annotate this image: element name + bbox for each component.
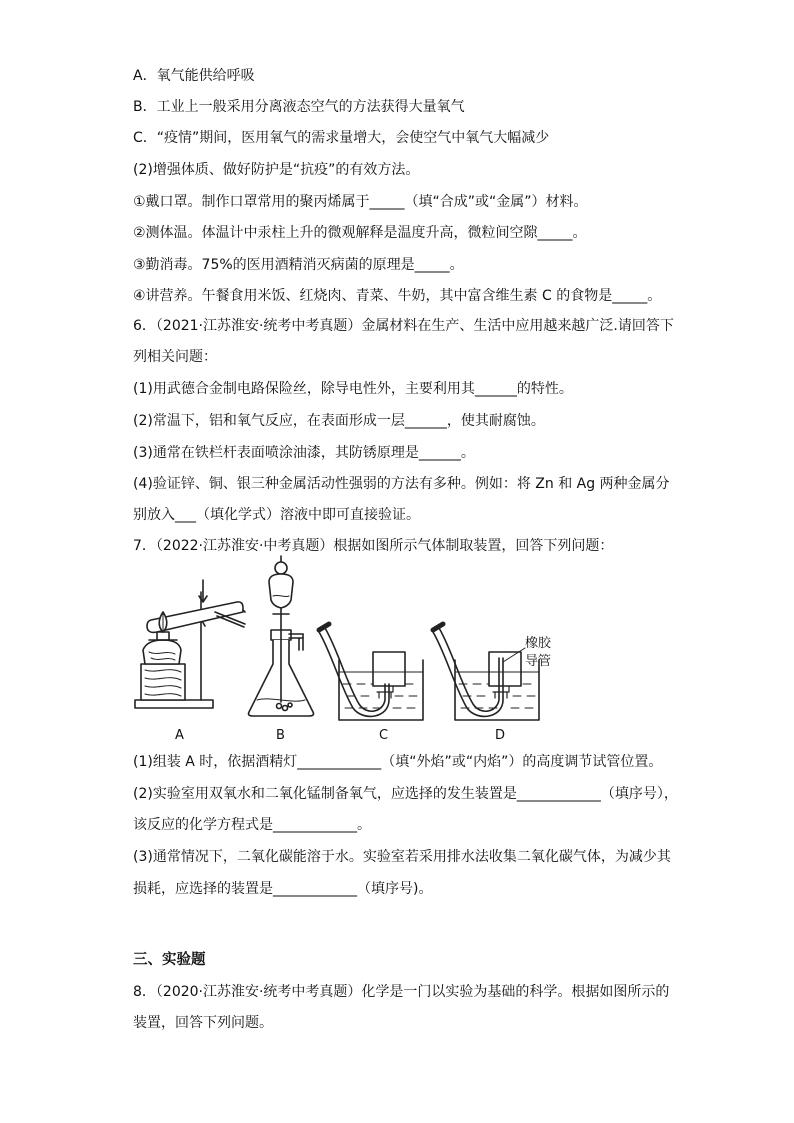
q7-stem: 7．（2022·江苏淮安·中考真题）根据如图所示气体制取装置，回答下列问题： — [133, 538, 614, 554]
q5-part2: (2)增强体质、做好防护是“抗疫”的有效方法。 — [133, 162, 420, 178]
option-c: C．“疫情”期间，医用氧气的需求量增大，会使空气中氧气大幅减少 — [133, 130, 550, 146]
apparatus-c-drawing — [319, 624, 423, 720]
q6-part4-line1: (4)验证锌、铜、银三种金属活动性强弱的方法有多种。例如：将 Zn 和 Ag 两种金属分 — [133, 476, 670, 492]
figure-label-b: B — [276, 728, 285, 743]
q5-item2: ②测体温。体温计中汞柱上升的微观解释是温度升高，微粒间空隙_____。 — [133, 225, 587, 241]
q5-item1: ①戴口罩。制作口罩常用的聚丙烯属于_____（填“合成”或“金属”）材料。 — [133, 194, 588, 210]
apparatus-figure — [133, 552, 552, 748]
section-title-experiment: 三、实验题 — [133, 952, 206, 968]
figure-label-d: D — [495, 728, 506, 743]
q8-stem-line1: 8．（2020·江苏淮安·统考中考真题）化学是一门以实验为基础的科学。根据如图所示的 — [133, 984, 670, 1000]
figure-label-c: C — [379, 728, 389, 743]
q6-part4-line2: 别放入___（填化学式）溶液中即可直接验证。 — [133, 507, 420, 523]
q6-part1: (1)用武德合金制电路保险丝，除导电性外，主要利用其______的特性。 — [133, 381, 573, 397]
q5-item4: ④讲营养。午餐食用米饭、红烧肉、青菜、牛奶，其中富含维生素 C 的食物是_____。 — [133, 288, 662, 304]
q7-part3-line2: 损耗，应选择的装置是____________（填序号)。 — [133, 881, 433, 897]
apparatus-d-drawing — [433, 624, 539, 720]
figure-label-a: A — [175, 728, 184, 743]
q7-part1: (1)组装 A 时，依据酒精灯____________（填“外焰”或“内焰”）的高度调节试管位置。 — [133, 754, 663, 770]
q6-stem-line2: 列相关问题： — [133, 349, 217, 365]
figure-annotation-rubber: 橡胶 — [525, 636, 552, 651]
q5-item3: ③勤消毒。75%的医用酒精消灭病菌的原理是_____。 — [133, 257, 464, 273]
figure-annotation-tube: 导管 — [525, 654, 552, 669]
apparatus-b-drawing — [249, 556, 314, 716]
q8-stem-line2: 装置，回答下列问题。 — [133, 1015, 273, 1031]
option-a: A．氧气能供给呼吸 — [133, 68, 255, 84]
q6-stem-line1: 6．（2021·江苏淮安·统考中考真题）金属材料在生产、生活中应用越来越广泛.请回答下 — [133, 318, 674, 334]
apparatus-a-drawing — [135, 580, 245, 708]
option-b: B．工业上一般采用分离液态空气的方法获得大量氧气 — [133, 99, 465, 115]
q6-part3: (3)通常在铁栏杆表面喷涂油漆，其防锈原理是______。 — [133, 445, 475, 461]
q7-part2-line2: 该反应的化学方程式是____________。 — [133, 817, 371, 833]
q7-part3-line1: (3)通常情况下，二氧化碳能溶于水。实验室若采用排水法收集二氧化碳气体，为减少其 — [133, 849, 671, 865]
q7-part2-line1: (2)实验室用双氧水和二氧化锰制备氧气，应选择的发生装置是____________（填序号）， — [133, 786, 678, 802]
q6-part2: (2)常温下，铝和氧气反应，在表面形成一层______，使其耐腐蚀。 — [133, 413, 545, 429]
